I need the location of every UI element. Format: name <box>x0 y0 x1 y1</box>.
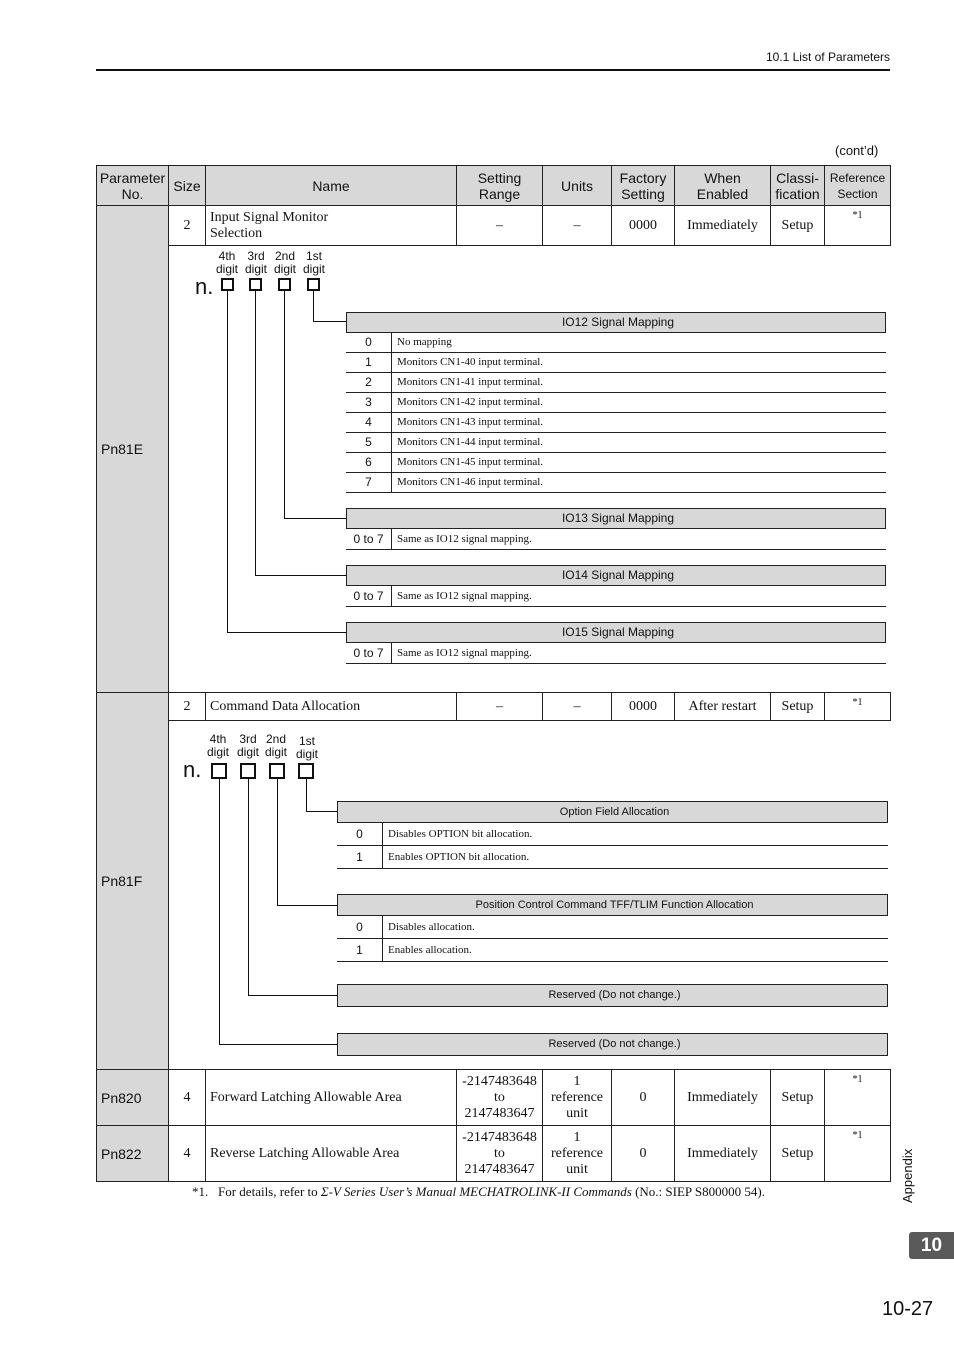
group-title: Reserved (Do not change.) <box>337 1033 888 1056</box>
col-when-enabled: When Enabled <box>675 166 771 206</box>
ref-cell: *1 <box>825 1126 891 1182</box>
range-cell: – <box>457 693 543 721</box>
col-factory-setting: Factory Setting <box>612 166 675 206</box>
param-number: Pn81E <box>97 206 169 693</box>
when-cell: After restart <box>675 693 771 721</box>
option-row: 6 Monitors CN1-45 input terminal. <box>346 453 886 473</box>
param-number: Pn81F <box>97 693 169 1070</box>
group-title: IO13 Signal Mapping <box>346 508 886 529</box>
n-prefix: n. <box>195 274 214 299</box>
param-number: Pn820 <box>97 1070 169 1126</box>
col-size: Size <box>169 166 206 206</box>
factory-cell: 0 <box>612 1070 675 1126</box>
digit-box-3rd <box>249 278 262 291</box>
leader-line <box>248 995 337 996</box>
ref-cell: *1 <box>825 1070 891 1126</box>
digit-box-2nd <box>269 763 285 779</box>
option-row: 1 Enables allocation. <box>337 939 888 962</box>
n-prefix: n. <box>183 757 202 782</box>
col-classification: Classi- fication <box>771 166 825 206</box>
name-cell: Command Data Allocation <box>206 693 457 721</box>
digit-label-1st: 1st digit <box>302 249 325 276</box>
units-cell: – <box>543 206 612 246</box>
size-cell: 2 <box>169 206 206 246</box>
factory-cell: 0000 <box>612 693 675 721</box>
factory-cell: 0 <box>612 1126 675 1182</box>
digit-box-2nd <box>278 278 291 291</box>
leader-line <box>313 321 346 322</box>
leader-line <box>219 1044 337 1045</box>
running-header: 10.1 List of Parameters <box>765 50 890 64</box>
digit-box-1st <box>307 278 320 291</box>
leader-line <box>306 779 307 811</box>
leader-line <box>284 518 346 519</box>
when-cell: Immediately <box>675 1126 771 1182</box>
name-cell: Forward Latching Allowable Area <box>206 1070 457 1126</box>
col-name: Name <box>206 166 457 206</box>
classi-cell: Setup <box>771 206 825 246</box>
size-cell: 4 <box>169 1126 206 1182</box>
digit-label-1st: 1st digit <box>295 734 318 761</box>
footnote-post: (No.: SIEP S800000 54). <box>631 1184 765 1199</box>
diagram-row <box>97 721 891 1070</box>
table-row <box>97 1126 891 1182</box>
classi-cell: Setup <box>771 1126 825 1182</box>
digit-label-3rd: 3rd digit <box>236 732 259 759</box>
group-title: IO14 Signal Mapping <box>346 565 886 586</box>
option-row: 0 Disables OPTION bit allocation. <box>337 823 888 846</box>
col-setting-range: Setting Range <box>457 166 543 206</box>
option-row: 0 No mapping <box>346 333 886 353</box>
table-header-row <box>97 166 891 206</box>
leader-line <box>306 811 337 812</box>
col-units: Units <box>543 166 612 206</box>
option-row: 1 Monitors CN1-40 input terminal. <box>346 353 886 373</box>
digit-label-3rd: 3rd digit <box>244 249 267 276</box>
diagram-row <box>97 246 891 693</box>
units-cell: 1 reference unit <box>543 1070 612 1126</box>
ref-cell: *1 <box>825 206 891 246</box>
option-row: 1 Enables OPTION bit allocation. <box>337 846 888 869</box>
leader-line <box>255 291 256 575</box>
digit-label-4th: 4th digit <box>206 732 229 759</box>
option-row: 0 to 7 Same as IO12 signal mapping. <box>346 586 886 607</box>
continued-label: (cont’d) <box>835 143 879 158</box>
range-cell: -2147483648 to 2147483647 <box>457 1126 543 1182</box>
page-number: 10-27 <box>882 1298 934 1320</box>
size-cell: 2 <box>169 693 206 721</box>
option-row: 3 Monitors CN1-42 input terminal. <box>346 393 886 413</box>
size-cell: 4 <box>169 1070 206 1126</box>
units-cell: – <box>543 693 612 721</box>
option-row: 2 Monitors CN1-41 input terminal. <box>346 373 886 393</box>
leader-line <box>277 905 337 906</box>
ref-cell: *1 <box>825 693 891 721</box>
header-rule <box>96 69 890 71</box>
when-cell: Immediately <box>675 206 771 246</box>
group-title: IO12 Signal Mapping <box>346 312 886 333</box>
parameter-table <box>96 165 891 1182</box>
col-reference-section: Reference Section <box>825 166 891 206</box>
group-title: Position Control Command TFF/TLIM Function Allocation <box>337 894 888 916</box>
name-cell: Reverse Latching Allowable Area <box>206 1126 457 1182</box>
digit-label-4th: 4th digit <box>215 249 238 276</box>
digit-label-2nd: 2nd digit <box>264 732 287 759</box>
option-row: 7 Monitors CN1-46 input terminal. <box>346 473 886 493</box>
side-tab-label: Appendix <box>900 1148 915 1203</box>
pn81e-digit-diagram <box>169 246 891 693</box>
group-title: IO15 Signal Mapping <box>346 622 886 643</box>
range-cell: -2147483648 to 2147483647 <box>457 1070 543 1126</box>
digit-box-1st <box>298 763 314 779</box>
option-row: 0 to 7 Same as IO12 signal mapping. <box>346 643 886 664</box>
table-row <box>97 206 891 246</box>
digit-box-4th <box>211 763 227 779</box>
when-cell: Immediately <box>675 1070 771 1126</box>
range-cell: – <box>457 206 543 246</box>
table-row <box>97 693 891 721</box>
col-param-no: Parameter No. <box>97 166 169 206</box>
table-row <box>97 1070 891 1126</box>
digit-label-2nd: 2nd digit <box>273 249 296 276</box>
leader-line <box>313 291 314 321</box>
group-title: Option Field Allocation <box>337 801 888 823</box>
group-title: Reserved (Do not change.) <box>337 984 888 1007</box>
leader-line <box>219 779 220 1044</box>
leader-line <box>248 779 249 995</box>
leader-line <box>284 291 285 518</box>
classi-cell: Setup <box>771 693 825 721</box>
leader-line <box>255 575 346 576</box>
units-cell: 1 reference unit <box>543 1126 612 1182</box>
digit-box-3rd <box>240 763 256 779</box>
option-row: 0 Disables allocation. <box>337 916 888 939</box>
footnote-manual-title: Σ-V Series User’s Manual MECHATROLINK-II Commands <box>320 1184 632 1199</box>
footnote-pre: For details, refer to <box>218 1184 321 1199</box>
option-row: 4 Monitors CN1-43 input terminal. <box>346 413 886 433</box>
leader-line <box>277 779 278 905</box>
leader-line <box>227 632 346 633</box>
pn81f-digit-diagram <box>169 721 891 1070</box>
digit-box-4th <box>221 278 234 291</box>
option-row: 5 Monitors CN1-44 input terminal. <box>346 433 886 453</box>
name-cell: Input Signal Monitor Selection <box>206 206 457 246</box>
classi-cell: Setup <box>771 1070 825 1126</box>
chapter-tab: 10 <box>909 1232 954 1259</box>
factory-cell: 0000 <box>612 206 675 246</box>
param-number: Pn822 <box>97 1126 169 1182</box>
footnote-mark: *1. <box>192 1184 209 1199</box>
leader-line <box>227 291 228 632</box>
footnote <box>192 1184 765 1200</box>
option-row: 0 to 7 Same as IO12 signal mapping. <box>346 529 886 550</box>
